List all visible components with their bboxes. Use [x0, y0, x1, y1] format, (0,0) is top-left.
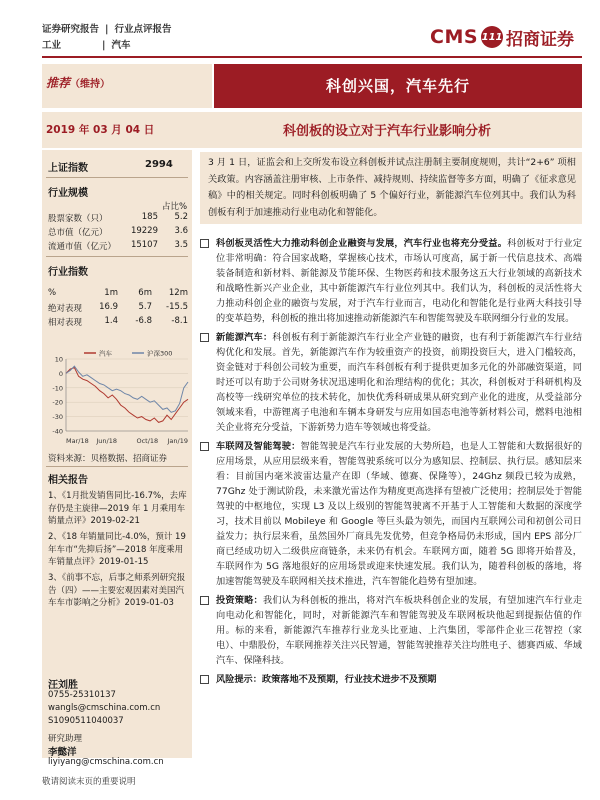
bullet-text: 智能驾驶是汽车行业发展的大势所趋，也是人工智能和大数据很好的应用场景，从应用层级来看，智能驾驶系统可以分为感知层、控制层、执行层。感知层来看：目前国内毫米波雷达量产在即（华域、德赛、保隆等），24Ghz 频段已较为成熟，77Ghz 处于测试阶段，未来激光雷达作为精度更高选择有望被广泛使用；控制层处于智能驾驶的中枢地位，实现 L3 及以上级别的智能驾驶离不开基于人工智能和大数据的深度学习，技术目前以 Mobileye 和 Google 等巨头最为领先，而国内互联网公司和初创公司日益发力；执行层来看，虽然国外厂商具先发优势，但竞争格局仍未形成，国内 EPS 部分厂商已经成功切入二级供应商链条，未来仍有机会。车联网方面，随着 5G 即将开始普及，车联网作为 5G 落地很好的应用场景或迎来快速发展。我们认为，随着科创板的落地，将加速智能驾驶及车联网相关技术推进，汽车智能化趋势有望加速。	[216, 441, 583, 587]
bullet-text: 科创板有利于新能源汽车行业全产业链的融资，也有利于新能源汽车行业结构优化和发展。首先，新能源汽车作为较重资产的投资，前期投资巨大，进入门槛较高，资金链对于科创公司较为重要，而汽车科创板有利于提供更加多元化的外部融资渠道，同时还可以有助于公司财务状况迅速明化和治理结构的优化；其次，科创板对于科研机构及高校等一线研究单位的技术转化，加快优秀科研成果从研究到产业化的进度，从受益部分领域来看，中游锂离子电池和车辆本身研发与应用如国态电池等新材料公司，燃料电池相关企业将充分受益，下游新势力造车等领域也将受益。	[216, 332, 583, 433]
scale-row-label: 总市值（亿元）	[48, 228, 108, 238]
legend-label: 汽车	[99, 349, 112, 358]
checkbox-bullet-icon	[200, 675, 209, 684]
scale-row-pct: 5.2	[174, 212, 188, 222]
chart-source: 资料来源：贝格数据、招商证券	[48, 454, 168, 464]
perf-pct-header: %	[48, 288, 57, 298]
y-tick-label: 10	[54, 355, 63, 364]
company-logo	[430, 24, 574, 50]
report-type: 证券研究报告	[42, 24, 100, 35]
related-title: 相关报告	[48, 475, 88, 486]
bullet-item	[200, 236, 582, 326]
intro-summary: 3 月 1 日，证监会和上交所发布设立科创板并试点注册制主要制度规则，共计“2+6” 项相关政策。内容涵盖注册审核、上市条件、减持规则、持续监督等多方面，明确了《征求意见稿》中的相关规定。同时科创板明确了 5 个偏好行业，新能源汽车位列其中。我们认为科创板有利于加速推动行业电动化和智能化。	[200, 152, 582, 224]
bullet-item	[200, 330, 582, 435]
sidebar-divider	[46, 466, 188, 467]
scale-title: 行业规模	[48, 188, 88, 199]
bullet-item	[200, 593, 582, 668]
perf-row-value: 16.9	[99, 302, 118, 312]
bullet-item	[200, 672, 582, 687]
index-value: 2994	[145, 159, 173, 170]
scale-row-value: 15107	[130, 240, 158, 250]
header-divider	[42, 56, 582, 58]
bullet-text: 我们认为科创板的推出，将对汽车板块科创企业的发展，有望加速汽车行业走向电动化和智能化，同时，对新能源汽车和智能驾驶及车联网板块他起到提振估值的作用。标的来看，新能源汽车推荐行业龙头比亚迪、上汽集团，零部件企业三花智控（家电）、中鼎股份，车联网推荐关注兴民智通，智能驾驶推荐关注均胜电子、德赛西威、华域汽车、保隆科技。	[216, 595, 583, 666]
bullet-lead: 投资策略：	[216, 595, 263, 606]
analyst-name: 汪刘胜	[48, 680, 78, 691]
x-tick-label: Oct/18	[136, 437, 159, 445]
y-tick-label: -20	[52, 398, 63, 407]
perf-row-value: 1.4	[104, 316, 118, 326]
legend-label: 沪深300	[147, 349, 173, 358]
related-report: 2、《18 年销量同比-4.0%，预计 19 年车市“先抑后扬”—2018 年度乘用车销量点评》2019-01-15	[48, 532, 186, 567]
checkbox-bullet-icon	[200, 333, 209, 342]
checkbox-bullet-icon	[200, 239, 209, 248]
logo-mark-icon: 111	[481, 26, 503, 48]
rating-label: 推荐	[46, 76, 71, 90]
assistant-email[interactable]: liyiyang@cmschina.com.cn	[48, 757, 164, 767]
sector: 工业	[42, 40, 62, 51]
scale-row-label: 股票家数（只）	[48, 214, 108, 224]
analyst-phone: 0755-25310137	[48, 690, 116, 700]
logo-cn: 招商证券	[506, 29, 575, 50]
y-tick-label: -40	[52, 427, 63, 436]
checkbox-bullet-icon	[200, 442, 209, 451]
assistant-name: 李懿洋	[48, 747, 77, 758]
analyst-email[interactable]: wangls@cmschina.com.cn	[48, 703, 161, 713]
assistant-label: 研究助理	[48, 734, 83, 744]
x-tick-label: Jun/18	[96, 437, 117, 445]
scale-row-label: 流通市值（亿元）	[48, 242, 117, 252]
related-report: 1、《1月批发销售同比-16.7%，去库存仍是主旋律—2019 年 1 月乘用车销量点评》2019-02-21	[48, 491, 187, 526]
rating	[46, 74, 110, 91]
bullet-text: 科创板对于行业定位非常明确：符合国家战略，掌握核心技术，市场认可度高，属于新一代信息技术、高端装备制造和新材料、新能源及节能环保、生物医药和技术服务这五大行业领域的高新技术和战略性新兴产业企业，其中新能源汽车行业位列其中。我们认为，科创板的灵活性将大力推动科创企业的融资与发展，对于汽车行业而言，电动化和智能化是行业两大科技引导的变革趋势，科创板的推出将加速推动新能源汽车和智能驾驶及车联网细分行业的发展。	[216, 238, 583, 324]
perf-row-value: -6.8	[135, 316, 152, 326]
scale-row-value: 19229	[130, 226, 158, 236]
perf-header: 1m	[104, 288, 118, 298]
logo-en: CMS	[430, 26, 479, 48]
checkbox-bullet-icon	[200, 596, 209, 605]
perf-row-label: 相对表现	[48, 318, 83, 328]
report-title: 科创兴国，汽车先行	[325, 77, 470, 95]
bullet-lead: 风险提示：政策落地不及预期，行业技术进步不及预期	[216, 674, 437, 685]
perf-row-value: 5.7	[138, 302, 152, 312]
related-report: 3、《前事不忘，后事之师系列研究报告（四）——主要宏观因素对美国汽车车市影响之分析》2019-01-03	[48, 573, 186, 608]
report-subtitle: 科创板的设立对于汽车行业影响分析	[283, 124, 492, 139]
perf-title: 行业指数	[48, 267, 88, 278]
scale-row-pct: 3.5	[174, 240, 188, 250]
y-tick-label: -10	[52, 384, 63, 393]
bullet-lead: 车联网及智能驾驶：	[216, 441, 301, 452]
series-line-csi300	[66, 366, 188, 412]
scale-row-pct: 3.6	[174, 226, 188, 236]
bullet-lead: 科创板灵活性大力推动科创企业融资与发展，汽车行业也将充分受益。	[216, 238, 508, 249]
sidebar-divider	[46, 177, 188, 178]
sidebar-divider	[46, 256, 188, 257]
x-tick-label: Mar/18	[66, 437, 89, 445]
analyst-cert: S1090511040037	[48, 716, 124, 726]
scale-pct-header: 占比%	[162, 202, 188, 212]
industry-index-chart	[46, 347, 192, 447]
perf-row-value: -15.5	[166, 302, 188, 312]
perf-header: 6m	[138, 288, 152, 298]
index-label: 上证指数	[48, 163, 88, 174]
perf-row-label: 绝对表现	[48, 304, 83, 314]
perf-row-value: -8.1	[171, 316, 188, 326]
report-kind: 行业点评报告	[114, 24, 172, 35]
y-tick-label: 0	[58, 369, 63, 378]
industry: 汽车	[111, 40, 131, 51]
rating-qualifier: （维持）	[70, 79, 111, 90]
bullet-list	[200, 236, 582, 691]
y-tick-label: -30	[52, 413, 63, 422]
report-date: 2019 年 03 月 04 日	[46, 124, 155, 136]
footer-note: 敬请阅读末页的重要说明	[42, 777, 136, 787]
scale-row-value: 185	[141, 212, 158, 222]
bullet-item	[200, 439, 582, 589]
x-tick-label: Jan/19	[167, 437, 188, 445]
bullet-lead: 新能源汽车：	[216, 332, 273, 343]
report-meta: 证券研究报告 | 行业点评报告 工业 | 汽车	[42, 22, 172, 54]
perf-header: 12m	[168, 288, 188, 298]
